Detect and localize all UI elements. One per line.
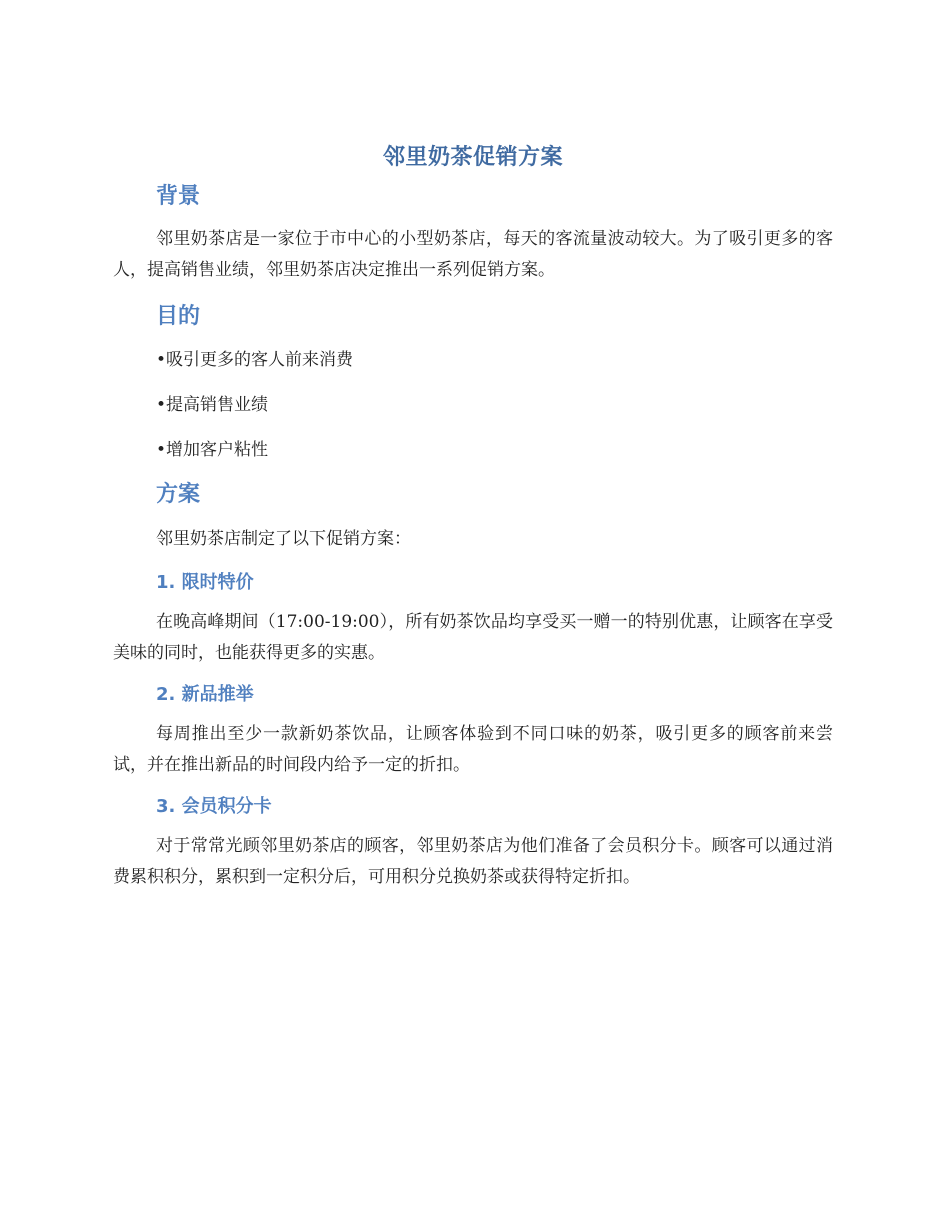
- list-item: [113, 391, 833, 419]
- heading-plan: 方案: [156, 482, 201, 507]
- document-content: [113, 142, 833, 893]
- list-item: [113, 346, 833, 374]
- page-title: 邻里奶茶促销方案: [382, 145, 563, 170]
- subheading-limited-time-offer: 1. 限时特价: [156, 572, 254, 593]
- bullet-icon: •: [156, 440, 167, 460]
- subheading-new-products: 2. 新品推举: [156, 684, 254, 705]
- goals-list: [113, 346, 833, 464]
- heading-goals: 目的: [156, 304, 201, 329]
- bullet-icon: •: [156, 350, 167, 370]
- paragraph-background: 邻里奶茶店是一家位于市中心的小型奶茶店，每天的客流量波动较大。为了吸引更多的客人，提高销售业绩，邻里奶茶店决定推出一系列促销方案。: [113, 229, 833, 280]
- paragraph-new-products: 每周推出至少一款新奶茶饮品，让顾客体验到不同口味的奶茶，吸引更多的顾客前来尝试，并在推出新品的时间段内给予一定的折扣。: [113, 724, 833, 775]
- paragraph-plan-intro: 邻里奶茶店制定了以下促销方案：: [156, 529, 411, 549]
- list-item-text: 提高销售业绩: [166, 395, 268, 415]
- paragraph-member-points-card: 对于常常光顾邻里奶茶店的顾客，邻里奶茶店为他们准备了会员积分卡。顾客可以通过消费累积积分，累积到一定积分后，可用积分兑换奶茶或获得特定折扣。: [113, 836, 833, 887]
- subheading-member-points-card: 3. 会员积分卡: [156, 796, 272, 817]
- list-item-text: 增加客户粘性: [166, 440, 268, 460]
- list-item: [113, 436, 833, 464]
- paragraph-limited-time-offer: 在晚高峰期间（17:00-19:00），所有奶茶饮品均享受买一赠一的特别优惠，让顾客在享受美味的同时，也能获得更多的实惠。: [113, 612, 833, 663]
- heading-background: 背景: [156, 184, 201, 209]
- list-item-text: 吸引更多的客人前来消费: [166, 350, 353, 370]
- bullet-icon: •: [156, 395, 167, 415]
